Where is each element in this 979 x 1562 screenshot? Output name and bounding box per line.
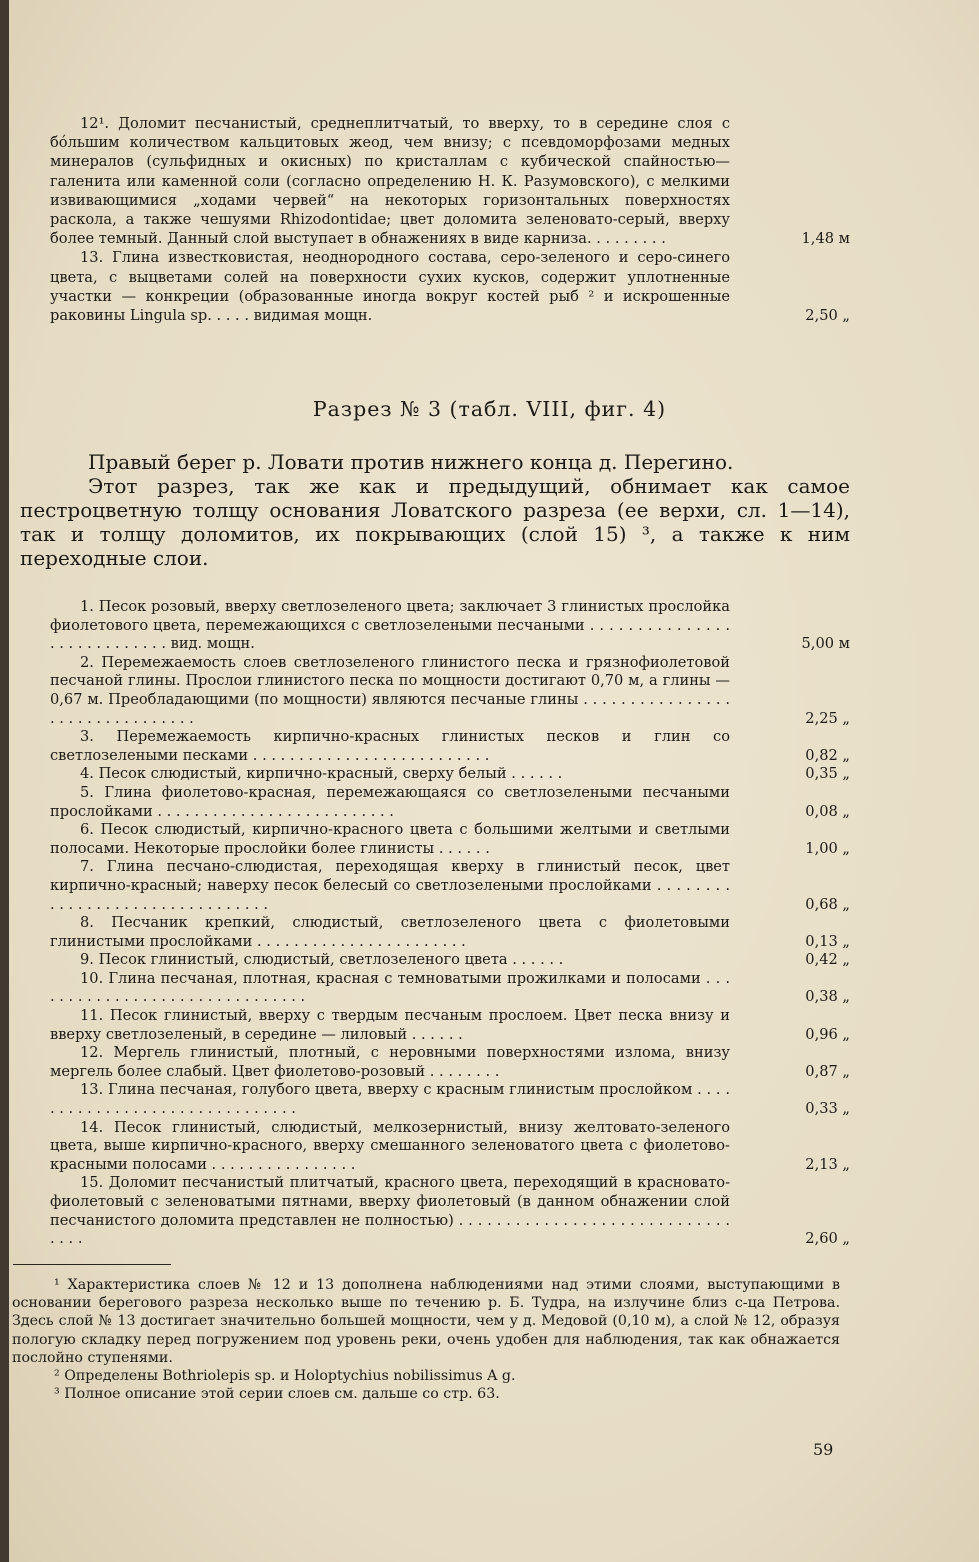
layer-row: [50, 728, 850, 765]
footnote-3: ³ Полное описание этой серии слоев см. дальше со стр. 63.: [54, 1386, 500, 1403]
section-intro: [20, 450, 850, 570]
layer-row: [50, 951, 850, 970]
layer-thickness: 2,13 „: [805, 1155, 850, 1173]
layer-description: 5. Глина фиолетово-красная, перемежающаяся со светлозелеными песчаными прослойками . . . . . . . . . . . . . . . . . . . . . . . . . .: [50, 783, 730, 820]
layer-row: [50, 765, 850, 784]
binding-shadow: [0, 0, 9, 1562]
layer-thickness: 5,00 м: [801, 635, 850, 653]
layer-description: 10. Глина песчаная, плотная, красная с темноватыми прожилками и полосами . . . . . . . . . . . . . . . . . . . . . . . . . . . . . . .: [50, 969, 730, 1006]
layer-thickness: 1,48 м: [801, 230, 850, 248]
layer-row: [50, 784, 850, 821]
layer-row: [50, 1044, 850, 1081]
layer-thickness: 0,33 „: [805, 1100, 850, 1118]
layer-thickness: 0,87 „: [805, 1062, 850, 1080]
layer-row: [50, 970, 850, 1007]
layer-description: 15. Доломит песчанистый плитчатый, красного цвета, переходящий в красновато-фиолетовый с зеленоватыми пятнами, вверху фиолетовый (в данном обнажении слой песчанистого доломита представлен не полностью) . . . . . . . . . . . . . . . . . . . . . . . . . . . . . . . . .: [50, 1174, 730, 1248]
layer-thickness: 2,25 „: [805, 709, 850, 727]
page-number: 59: [813, 1440, 834, 1459]
layer-row: [50, 914, 850, 951]
layer-thickness: 0,96 „: [805, 1025, 850, 1043]
layer-thickness: 0,82 „: [805, 746, 850, 764]
layer-row: [50, 598, 850, 654]
layer-description: 1. Песок розовый, вверху светлозеленого цвета; заключает 3 глинистых прослойка фиолетового цвета, перемежающихся с светлозелеными песчаными . . . . . . . . . . . . . . . . . . . . . . . . . . . . вид. мощн.: [50, 598, 730, 653]
layer-thickness: 0,13 „: [805, 932, 850, 950]
layer-row: [50, 858, 850, 914]
intro-title: Правый берег р. Ловати против нижнего конца д. Перегино.: [88, 450, 734, 474]
layer-thickness: 0,08 „: [805, 802, 850, 820]
layer-thickness: 1,00 „: [805, 839, 850, 857]
layers-list: [50, 598, 850, 1249]
top-layers: [50, 114, 850, 325]
layer-description: 12¹. Доломит песчанистый, среднеплитчатый, то вверху, то в середине слоя с бóльшим количеством кальцитовых жеод, чем внизу; с псевдоморфозами медных минералов (сульфидных и окисных) по кристаллам с кубической спайностью—галенита или каменной соли (согласно определению Н. К. Разумовского), с мелкими извивающимися „ходами червей“ на некоторых горизонтальных поверхностях раскола, а также чешуями Rhizodontidae; цвет доломита зеленовато-серый, вверху более темный. Данный слой выступает в обнажениях в виде карниза. . . . . . . . .: [50, 115, 730, 248]
layer-row: [50, 114, 850, 248]
layer-description: 11. Песок глинистый, вверху с твердым песчаным прослоем. Цвет песка внизу и вверху светлозеленый, в середине — лиловый . . . . . .: [50, 1007, 730, 1043]
section-heading: Разрез № 3 (табл. VIII, фиг. 4): [312, 397, 667, 421]
layer-description: 4. Песок слюдистый, кирпично-красный, сверху белый . . . . . .: [80, 765, 563, 783]
layer-row: [50, 1081, 850, 1118]
layer-row: [50, 821, 850, 858]
layer-row: [50, 1119, 850, 1175]
footnote-1: ¹ Характеристика слоев № 12 и 13 дополнена наблюдениями над этими слоями, выступающими в основании берегового разреза несколько выше по течению р. Б. Тудра, на излучине близ с-ца Петрова. Здесь слой № 13 достигает значительно большей мощности, чем у д. Медовой (0,10 м), а слой № 12, образуя пологую складку перед погружением под уровень реки, очень удобен для наблюдения, так как обнажается послойно ступенями.: [12, 1277, 840, 1366]
layer-description: 7. Глина песчано-слюдистая, переходящая кверху в глинистый песок, цвет кирпично-красный; наверху песок белесый со светлозелеными прослойками . . . . . . . . . . . . . . . . . . . . . . . . . . . . . . . .: [50, 858, 730, 913]
layer-thickness: 2,50 „: [805, 307, 850, 325]
layer-thickness: 2,60 „: [805, 1230, 850, 1248]
layer-description: 8. Песчаник крепкий, слюдистый, светлозеленого цвета с фиолетовыми глинистыми прослойками . . . . . . . . . . . . . . . . . . . . . . .: [50, 914, 730, 950]
layer-description: 13. Глина песчаная, голубого цвета, вверху с красным глинистым прослойком . . . . . . . . . . . . . . . . . . . . . . . . . . . . . . .: [50, 1081, 730, 1118]
layer-description: 12. Мергель глинистый, плотный, с неровными поверхностями излома, внизу мергель более слабый. Цвет фиолетово-розовый . . . . . . . .: [50, 1044, 730, 1080]
layer-description: 2. Перемежаемость слоев светлозеленого глинистого песка и грязнофиолетовой песчаной глины. Прослои глинистого песка по мощности достигают 0,70 м, а глины — 0,67 м. Преобладающими (по мощности) являются песчаные глины . . . . . . . . . . . . . . . . . . . . . . . . . . . . . . . .: [50, 653, 730, 727]
intro-text: Этот разрез, так же как и предыдущий, обнимает как самое пестроцветную толщу основания Ловатского разреза (ее верхи, сл. 1—14), так и толщу доломитов, их покрывающих (слой 15) ³, а также к ним переходные слои.: [20, 474, 850, 570]
layer-thickness: 0,38 „: [805, 988, 850, 1006]
layer-row: [50, 654, 850, 728]
footnote-2: ² Определены Bothriolepis sp. и Holoptychius nobilissimus A g.: [54, 1368, 516, 1385]
layer-row: [50, 1007, 850, 1044]
layer-thickness: 0,68 „: [805, 895, 850, 913]
layer-description: 6. Песок слюдистый, кирпично-красного цвета с большими желтыми и светлыми полосами. Некоторые прослойки более глинисты . . . . . .: [50, 821, 730, 857]
layer-description: 13. Глина известковистая, неоднородного состава, серо-зеленого и серо-синего цвета, с выцветами солей на поверхности сухих кусков, содержит уплотненные участки — конкреции (образованные иногда вокруг костей рыб ² и искрошенные раковины Lingula sp. . . . . видимая мощн.: [50, 249, 730, 325]
layer-description: 3. Перемежаемость кирпично-красных глинистых песков и глин со светлозелеными песками . . . . . . . . . . . . . . . . . . . . . . . . . .: [50, 728, 730, 764]
footnote-divider: [13, 1264, 171, 1265]
layer-row: [50, 1174, 850, 1248]
layer-row: [50, 248, 850, 325]
layer-description: 9. Песок глинистый, слюдистый, светлозеленого цвета . . . . . .: [80, 951, 564, 969]
layer-thickness: 0,42 „: [805, 951, 850, 969]
layer-thickness: 0,35 „: [805, 765, 850, 783]
layer-description: 14. Песок глинистый, слюдистый, мелкозернистый, внизу желтовато-зеленого цвета, выше кирпично-красного, вверху смешанного зеленоватого цвета с фиолетово-красными полосами . . . . . . . . . . . . . . . .: [50, 1118, 730, 1173]
footnotes: [12, 1276, 840, 1403]
